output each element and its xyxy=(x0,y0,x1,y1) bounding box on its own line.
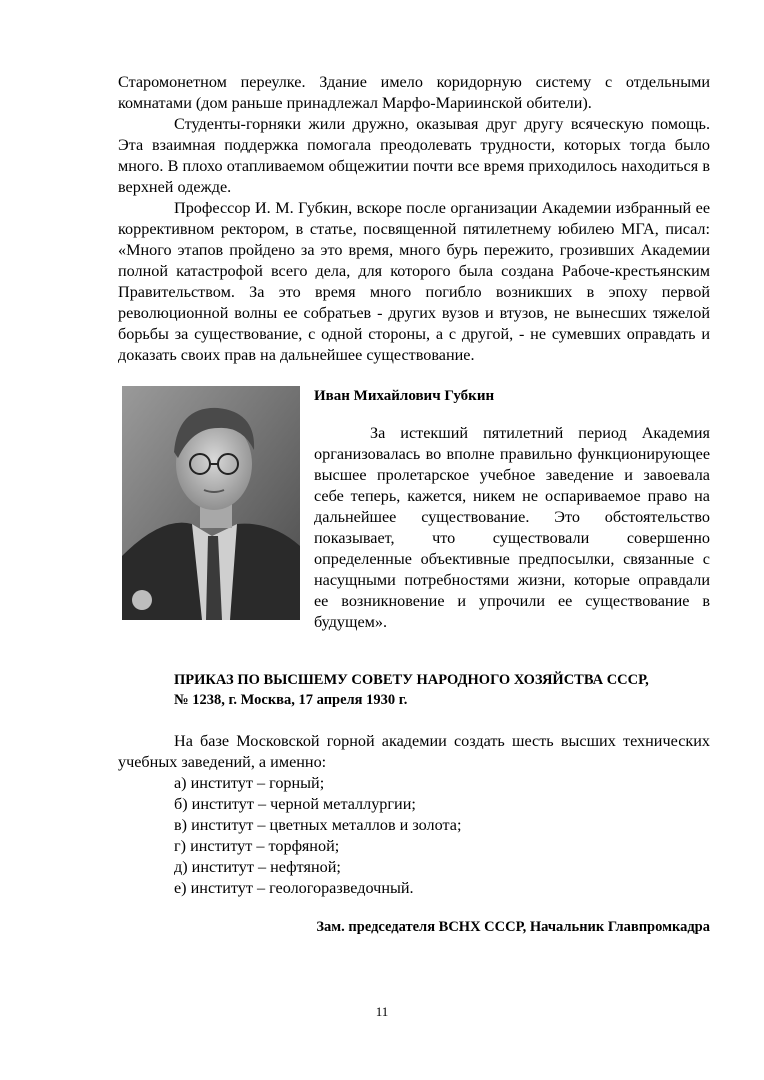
portrait-photo xyxy=(122,386,300,620)
list-item: б) институт – черной металлургии; xyxy=(174,795,416,813)
list-item: а) институт – горный; xyxy=(174,774,325,792)
institutes-list xyxy=(118,773,710,899)
portrait-section xyxy=(118,386,710,633)
list-item: г) институт – торфяной; xyxy=(174,837,340,855)
list-item: в) институт – цветных металлов и золота; xyxy=(174,816,462,834)
order-title-line-1: ПРИКАЗ ПО ВЫСШЕМУ СОВЕТУ НАРОДНОГО ХОЗЯЙСТВА СССР, xyxy=(174,672,649,688)
portrait-quote: За истекший пятилетний период Академия организовалась во вполне правильно функционирующее высшее пролетарское учебное заведение и завоевала себе теперь, кажется, никем не оспариваемое право на дальнейшее существование. Это обстоятельство показывает, что существовали совершенно определенные объективные предпосылки, связанные с насущными потребностями жизни, которые оправдали ее возникновение и упрочили ее существование в будущем». xyxy=(314,424,710,631)
order-heading xyxy=(118,670,710,710)
document-page xyxy=(118,72,710,938)
paragraph-3: Профессор И. М. Губкин, вскоре после организации Академии избранный ее коррективном ректором, в статье, посвященной пятилетнему юбилею МГА, писал: «Много этапов пройдено за это время, много бурь пережито, грозивших Академии полной катастрофой всего дела, для которого была создана Рабоче-крестьянским Правительством. За это время много погибло возникших в эпоху первой революционной волны ее собратьев - других вузов и втузов, не вынесших тяжелой борьбы за существование, с одной стороны, а с другой, - не сумевших оправдать и доказать своих прав на дальнейшее существование. xyxy=(118,199,710,364)
order-signature: Зам. председателя ВСНХ СССР, Начальник Главпромкадра xyxy=(316,919,710,935)
order-title-line-2: № 1238, г. Москва, 17 апреля 1930 г. xyxy=(174,692,408,708)
paragraph-2: Студенты-горняки жили дружно, оказывая друг другу всяческую помощь. Эта взаимная поддержка помогала преодолевать трудности, которых тогда было много. В плохо отапливаемом общежитии почти все время приходилось находиться в верхней одежде. xyxy=(118,115,710,196)
order-body xyxy=(118,731,710,899)
page-number: 11 xyxy=(375,1004,389,1019)
paragraph-1: Старомонетном переулке. Здание имело коридорную систему с отдельными комнатами (дом раньше принадлежал Марфо-Мариинской обители). xyxy=(118,73,710,112)
list-item: е) институт – геологоразведочный. xyxy=(174,879,414,897)
order-intro: На базе Московской горной академии создать шесть высших технических учебных заведений, а именно: xyxy=(118,732,710,771)
list-item: д) институт – нефтяной; xyxy=(174,858,341,876)
portrait-caption: Иван Михайлович Губкин xyxy=(314,388,495,404)
